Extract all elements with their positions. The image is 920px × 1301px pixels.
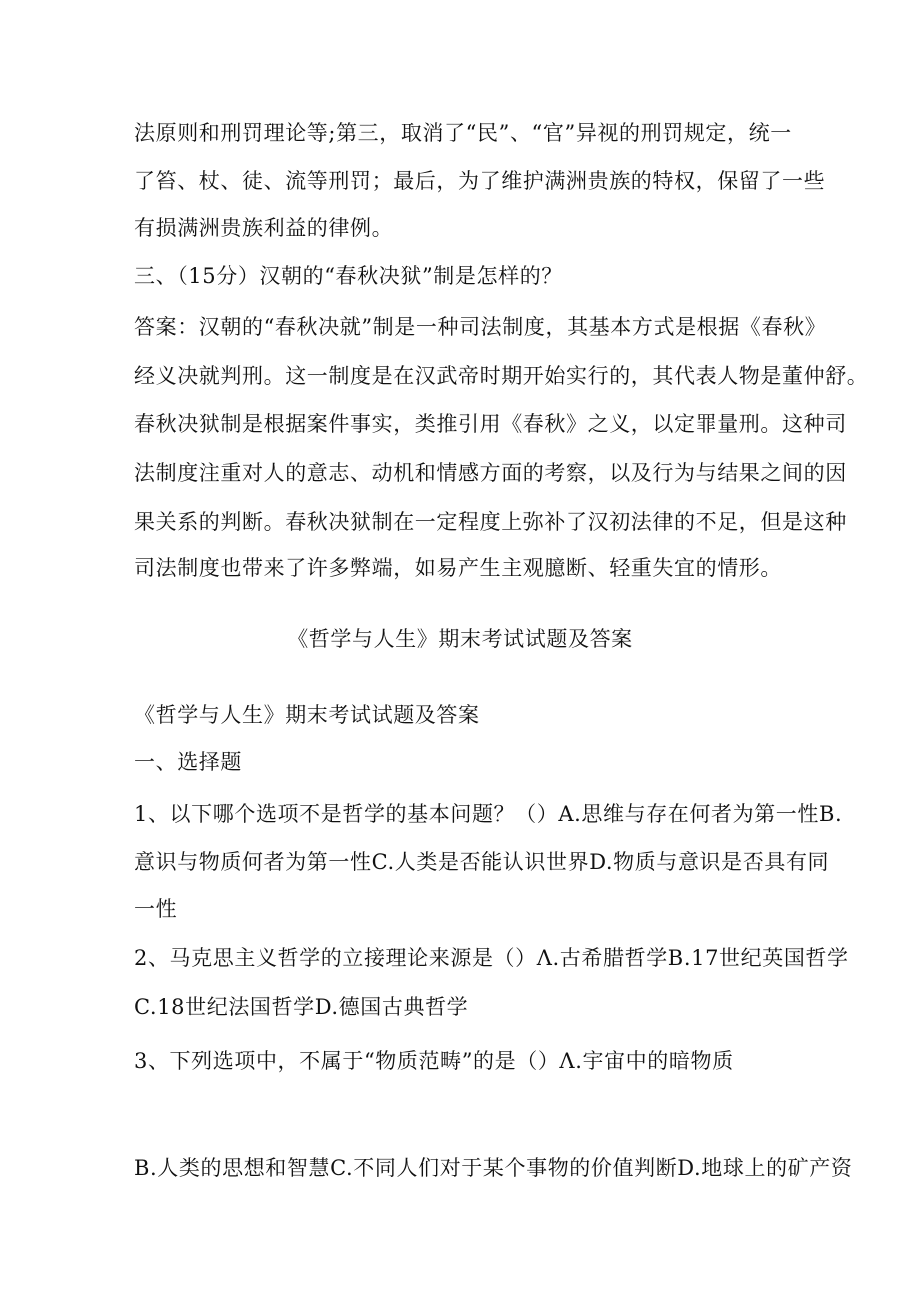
question-line: 意识与物质何者为第一性C.人类是否能认识世界D.物质与意识是否具有同 (134, 850, 830, 874)
document-heading: 《哲学与人生》期末考试试题及答案 (134, 703, 480, 727)
section-heading: 一、选择题 (134, 750, 242, 774)
answer-line: 答案：汉朝的“春秋决就”制是一种司法制度，其基本方式是根据《春秋》 (134, 315, 827, 339)
question-line: 3、下列选项中，不属于“物质范畴”的是（）Λ.宇宙中的暗物质 (134, 1049, 734, 1073)
answer-line: 经义决就判刑。这一制度是在汉武帝时期开始实行的，其代表人物是董仲舒。 (134, 364, 869, 388)
question-heading: 三、（15分）汉朝的“春秋决狱”制是怎样的？ (134, 264, 563, 288)
answer-line: 果关系的判断。春秋决狱制在一定程度上弥补了汉初法律的不足，但是这种 (134, 510, 847, 534)
text-line: 法原则和刑罚理论等;第三，取消了“民”、“官”异视的刑罚规定，统一 (134, 121, 792, 145)
question-line: 2、马克思主义哲学的立接理论来源是（）Λ.古希腊哲学B.17世纪英国哲学 (134, 946, 849, 970)
answer-line: 司法制度也带来了许多弊端，如易产生主观臆断、轻重失宜的情形。 (134, 556, 782, 580)
question-line: C.18世纪法国哲学D.德国古典哲学 (134, 995, 469, 1019)
text-line: 了笞、杖、徒、流等刑罚；最后，为了维护满洲贵族的特权，保留了一些 (134, 169, 826, 193)
answer-line: 春秋决狱制是根据案件事实，类推引用《春秋》之义，以定罪量刑。这种司 (134, 412, 847, 436)
question-line: 一性 (134, 897, 178, 921)
question-line: B.人类的思想和智慧C.不同人们对于某个事物的价值判断D.地球上的矿产资 (134, 1156, 853, 1180)
answer-line: 法制度注重对人的意志、动机和情感方面的考察，以及行为与结果之间的因 (134, 461, 847, 485)
text-line: 有损满洲贵族利益的律例。 (134, 216, 394, 240)
question-line: 1、以下哪个选项不是哲学的基本问题？（）A.思维与存在何者为第一性B. (134, 802, 843, 826)
section-title: 《哲学与人生》期末考试试题及答案 (287, 627, 633, 651)
